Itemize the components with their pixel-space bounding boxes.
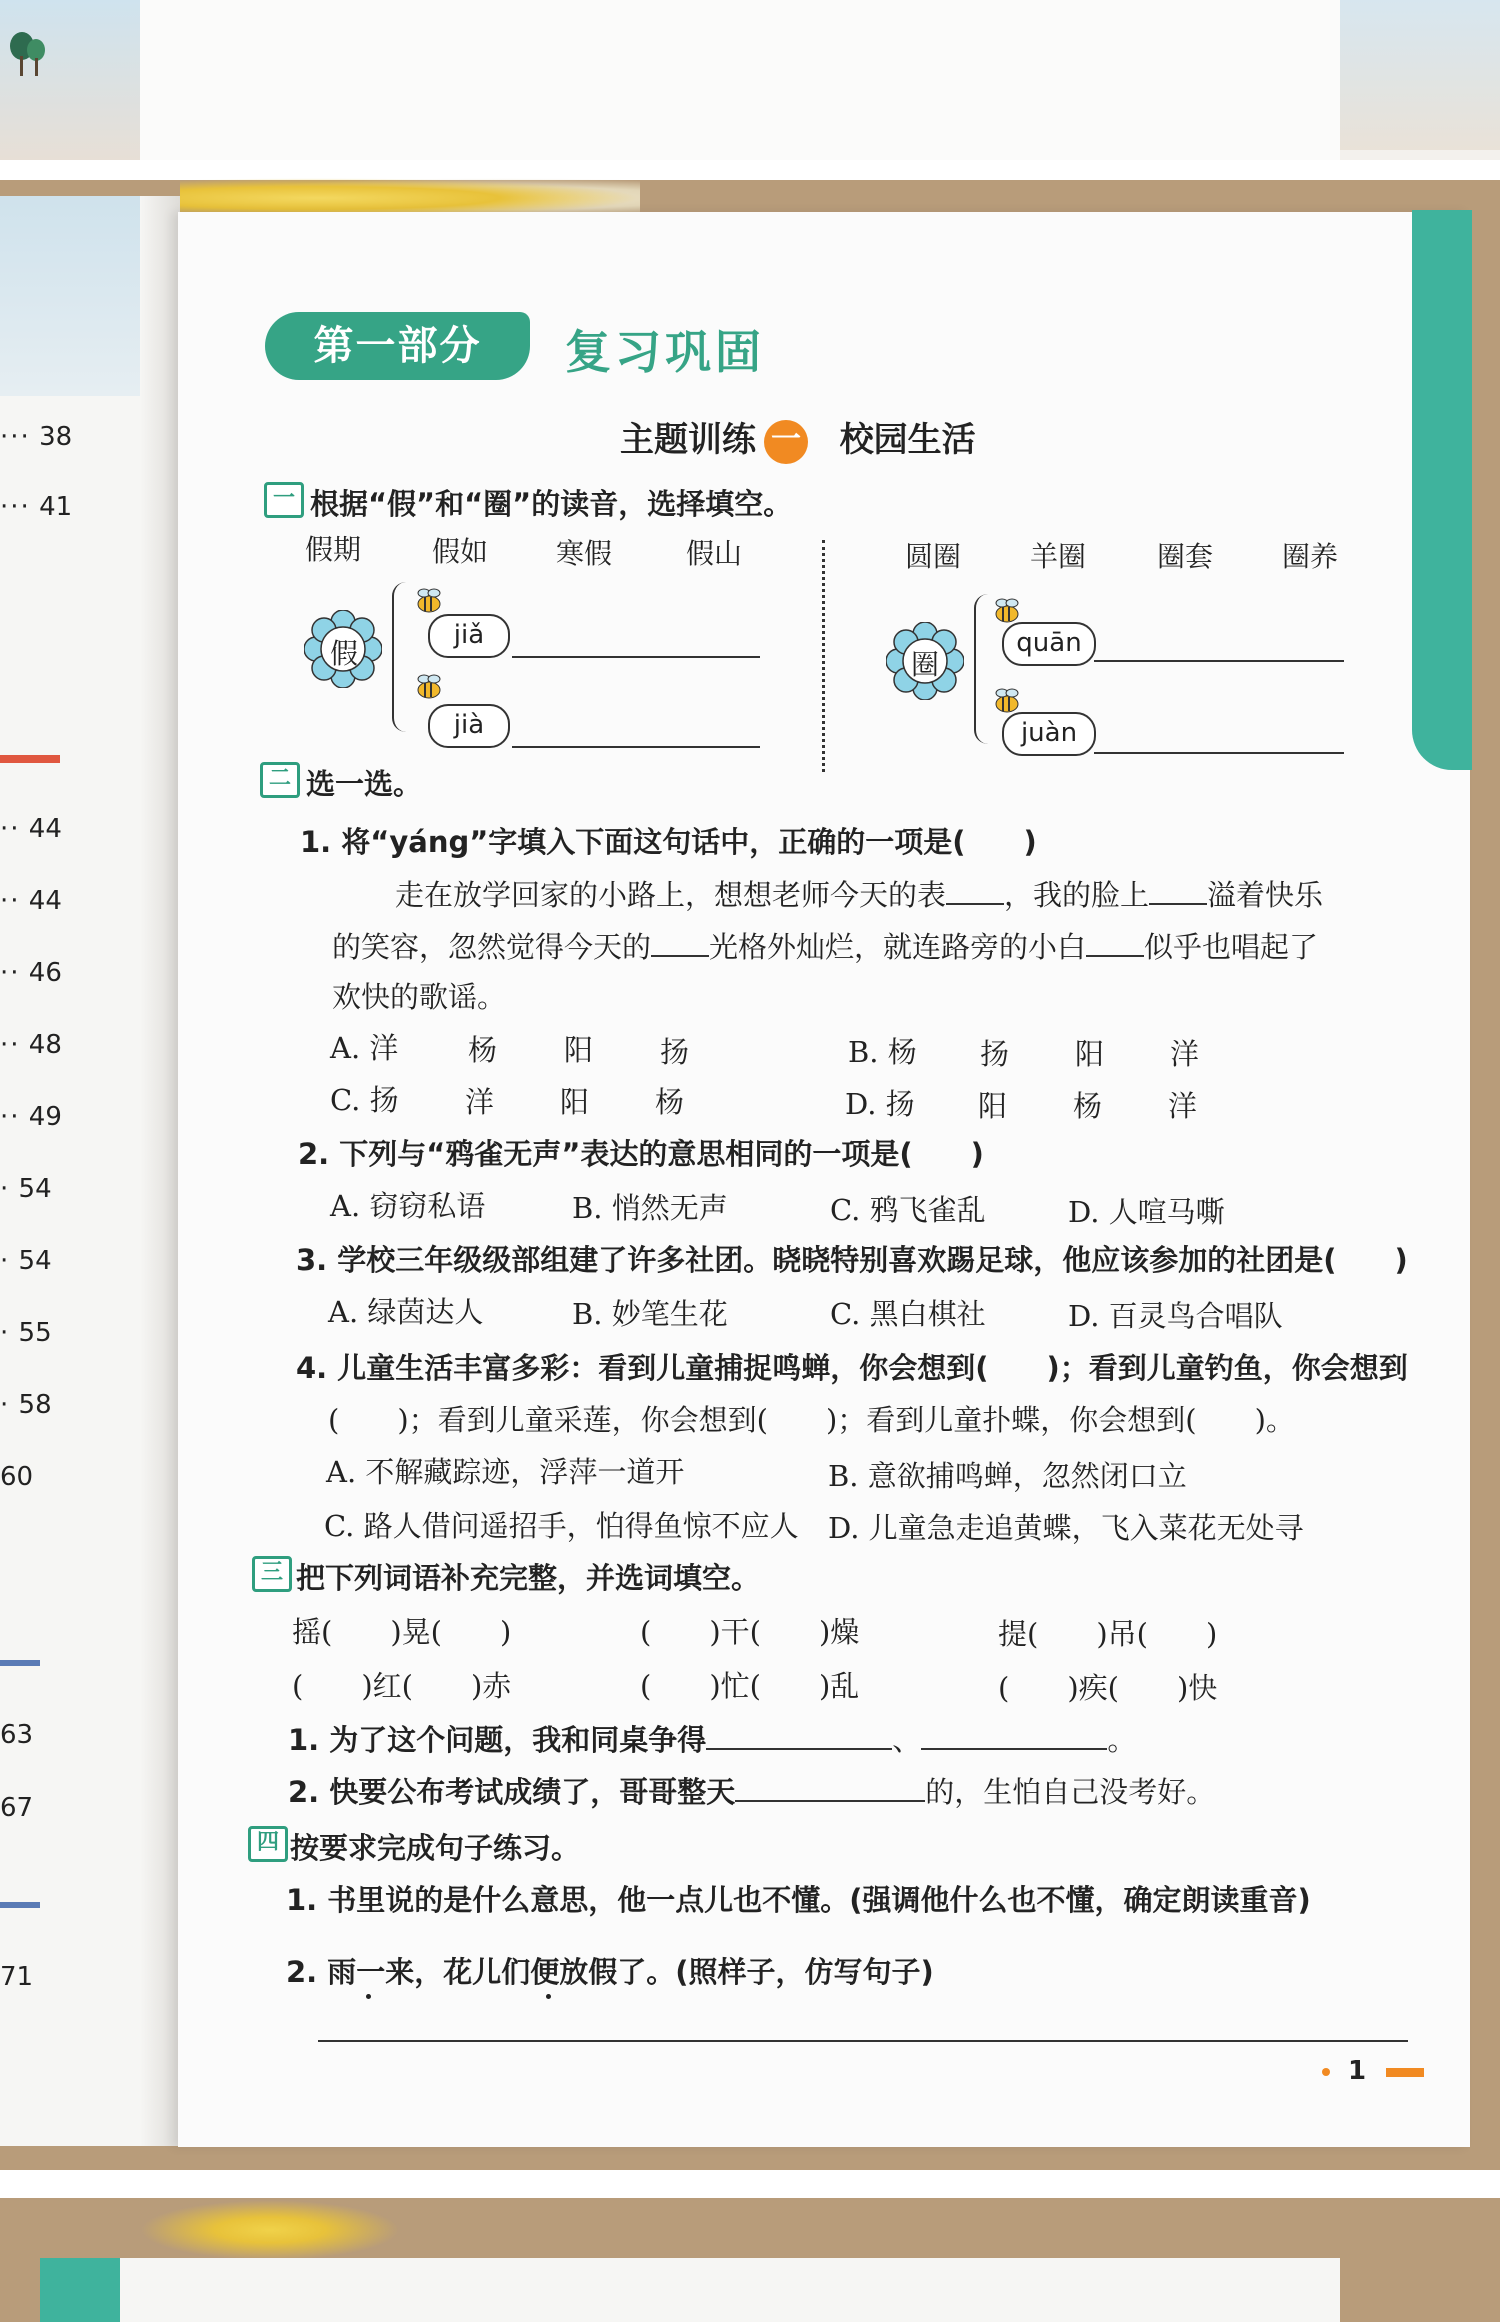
page-number-dot xyxy=(1322,2068,1330,2076)
passage-line xyxy=(395,873,1323,914)
question-text: 3. 学校三年级级部组建了许多社团。晓晓特别喜欢踢足球，他应该参加的社团是( ) xyxy=(296,1243,1408,1277)
passage-text: 走在放学回家的小路上，想想老师今天的表 xyxy=(395,878,947,912)
toc-page-number: ·· 48 xyxy=(0,1030,62,1060)
word: 寒假 xyxy=(556,537,613,570)
separator xyxy=(0,160,1500,180)
section-title: 选一选。 xyxy=(306,767,423,801)
option-B[interactable]: B. 意欲捕鸣蝉，忽然闭口立 xyxy=(828,1459,1187,1493)
option-A[interactable]: A. 窃窃私语 xyxy=(330,1189,486,1223)
emphasis-dot xyxy=(546,1994,551,1999)
option-A-char: 阳 xyxy=(564,1033,594,1067)
option-A[interactable]: A. 洋 xyxy=(330,1031,399,1065)
answer-blank[interactable] xyxy=(1149,902,1207,905)
option-B-char: 扬 xyxy=(980,1037,1010,1071)
bottom-page-tab xyxy=(40,2258,120,2322)
option-A-char: 扬 xyxy=(660,1035,690,1069)
top-right-book-cover xyxy=(1340,0,1500,150)
toc-page-number: 60 xyxy=(0,1462,34,1492)
answer-line[interactable] xyxy=(512,656,760,658)
option-A-char: 杨 xyxy=(468,1033,498,1067)
question-text: 1. 书里说的是什么意思，他一点儿也不懂。(强调他什么也不懂，确定朗读重音) xyxy=(286,1883,1311,1917)
answer-blank[interactable] xyxy=(706,1747,892,1750)
idiom-blank[interactable]: ( )疾( )快 xyxy=(998,1671,1218,1705)
answer-blank[interactable] xyxy=(1086,954,1144,957)
top-book-page xyxy=(140,0,1340,161)
left-page-edge xyxy=(140,196,180,2146)
toc-page-number: ··· 38 xyxy=(0,422,73,452)
bee-icon xyxy=(412,586,446,616)
theme-heading xyxy=(620,412,976,464)
pinyin-label: quān xyxy=(1002,622,1096,666)
toc-page-number: ·· 46 xyxy=(0,958,62,988)
emphasis-dot xyxy=(366,1994,371,1999)
option-B-char: 阳 xyxy=(1075,1037,1105,1071)
punctuation: 。 xyxy=(1107,1723,1137,1757)
toc-divider xyxy=(0,755,60,763)
word: 圈套 xyxy=(1157,540,1214,573)
toc-page-number: ·· 49 xyxy=(0,1102,62,1132)
answer-line[interactable] xyxy=(1094,660,1344,662)
page-number-bar xyxy=(1386,2068,1424,2077)
question-text: 2. 雨一来，花儿们便放假了。(照样子，仿写句子) xyxy=(286,1955,934,1989)
toc-divider xyxy=(0,1660,40,1666)
idiom-blank[interactable]: 提( )吊( ) xyxy=(998,1617,1218,1651)
character: 假 xyxy=(329,637,358,670)
section-badge: 三 xyxy=(252,1556,292,1592)
pinyin-label: juàn xyxy=(1002,712,1096,756)
passage-text: 的笑容，忽然觉得今天的 xyxy=(332,930,652,964)
option-C[interactable]: C. 路人借问遥招手，怕得鱼惊不应人 xyxy=(324,1509,799,1543)
toc-page-number: · 54 xyxy=(0,1246,52,1276)
answer-blank[interactable] xyxy=(735,1799,925,1802)
option-D-char: 洋 xyxy=(1168,1089,1198,1123)
option-C[interactable]: C. 黑白棋社 xyxy=(830,1297,986,1331)
section-badge: 四 xyxy=(248,1826,288,1862)
answer-blank[interactable] xyxy=(651,954,709,957)
pinyin-label: jià xyxy=(428,704,510,748)
toc-page-number: 67 xyxy=(0,1793,34,1823)
toc-page-number: · 55 xyxy=(0,1318,52,1348)
option-D-char: 杨 xyxy=(1073,1089,1103,1123)
tree-icon xyxy=(8,28,48,78)
option-B-char: 洋 xyxy=(1170,1037,1200,1071)
option-A[interactable]: A. 绿茵达人 xyxy=(328,1295,484,1329)
word: 假如 xyxy=(432,535,489,568)
question-text: 1. 将“yáng”字填入下面这句话中，正确的一项是( ) xyxy=(300,825,1037,859)
question-text: 的，生怕自己没考好。 xyxy=(925,1775,1216,1809)
separator xyxy=(0,2170,1500,2198)
toc-page-number: 63 xyxy=(0,1720,34,1750)
word: 假期 xyxy=(305,533,362,566)
question-text: 2. 快要公布考试成绩了，哥哥整天 xyxy=(288,1775,736,1809)
question-text-cont: ( )；看到儿童采莲，你会想到( )；看到儿童扑蝶，你会想到( )。 xyxy=(328,1403,1295,1437)
section-badge: 二 xyxy=(260,762,300,798)
passage-text: ，我的脸上 xyxy=(1004,878,1150,912)
part-title: 复习巩固 xyxy=(565,325,765,379)
idiom-blank[interactable]: 摇( )晃( ) xyxy=(292,1615,512,1649)
section-title: 根据“假”和“圈”的读音，选择填空。 xyxy=(310,487,793,521)
toc-page-number: ·· 44 xyxy=(0,886,62,916)
option-B[interactable]: B. 妙笔生花 xyxy=(572,1297,728,1331)
theme-label: 主题训练 xyxy=(620,420,756,460)
answer-line[interactable] xyxy=(318,2040,1408,2042)
dotted-divider xyxy=(822,540,825,772)
word: 假山 xyxy=(686,537,743,570)
option-D-char: 阳 xyxy=(978,1089,1008,1123)
option-D[interactable]: D. 百灵鸟合唱队 xyxy=(1068,1299,1283,1333)
punctuation: 、 xyxy=(892,1723,922,1757)
option-B[interactable]: B. 杨 xyxy=(848,1035,917,1069)
section-title: 按要求完成句子练习。 xyxy=(290,1831,581,1865)
option-A[interactable]: A. 不解藏踪迹，浮萍一道开 xyxy=(326,1455,685,1489)
passage-text: 溢着快乐 xyxy=(1207,878,1324,912)
bracket xyxy=(392,582,408,732)
toc-divider xyxy=(0,1902,40,1908)
toc-page-number: · 58 xyxy=(0,1390,52,1420)
toc-page-number: ··· 41 xyxy=(0,492,73,522)
question-text: 4. 儿童生活丰富多彩：看到儿童捕捉鸣蝉，你会想到( )；看到儿童钓鱼，你会想到 xyxy=(296,1351,1408,1385)
passage-text: 光格外灿烂，就连路旁的小白 xyxy=(709,930,1087,964)
toc-page-number: 71 xyxy=(0,1962,34,1992)
pinyin-label: jiǎ xyxy=(428,614,510,658)
answer-blank[interactable] xyxy=(921,1747,1107,1750)
bracket xyxy=(974,594,990,744)
passage-line xyxy=(332,925,1318,966)
fill-question xyxy=(288,1770,1215,1811)
toc-page-number: ·· 44 xyxy=(0,814,62,844)
bee-icon xyxy=(412,672,446,702)
answer-line[interactable] xyxy=(512,746,760,748)
answer-blank[interactable] xyxy=(946,902,1004,905)
idiom-blank[interactable]: ( )干( )燥 xyxy=(640,1615,860,1649)
word: 圈养 xyxy=(1282,540,1339,573)
answer-line[interactable] xyxy=(1094,752,1344,754)
question-text: 1. 为了这个问题，我和同桌争得 xyxy=(288,1723,707,1757)
option-C-char: 杨 xyxy=(655,1085,685,1119)
part-badge: 第一部分 xyxy=(265,312,530,380)
option-B[interactable]: B. 悄然无声 xyxy=(572,1191,728,1225)
idiom-blank[interactable]: ( )红( )赤 xyxy=(292,1669,512,1703)
page-side-tab xyxy=(1412,210,1472,770)
section-title: 把下列词语补充完整，并选词填空。 xyxy=(296,1561,761,1595)
option-C[interactable]: C. 鸦飞雀乱 xyxy=(830,1193,986,1227)
character: 圈 xyxy=(910,648,939,681)
bottom-book-page xyxy=(40,2258,1340,2322)
theme-number-badge: 一 xyxy=(764,420,808,464)
option-D[interactable]: D. 儿童急走追黄蝶，飞入菜花无处寻 xyxy=(828,1511,1304,1545)
passage-text: 似乎也唱起了 xyxy=(1144,930,1319,964)
word: 圆圈 xyxy=(905,540,962,573)
option-C-char: 洋 xyxy=(465,1085,495,1119)
fill-question xyxy=(288,1718,1136,1759)
question-text: 2. 下列与“鸦雀无声”表达的意思相同的一项是( ) xyxy=(298,1137,984,1171)
theme-title: 校园生活 xyxy=(839,420,976,460)
page-number: 1 xyxy=(1348,2056,1367,2086)
toc-page-number: · 54 xyxy=(0,1174,52,1204)
word: 羊圈 xyxy=(1030,540,1087,573)
section-badge: 一 xyxy=(264,482,304,518)
option-C[interactable]: C. 扬 xyxy=(330,1083,399,1117)
flowers-decoration xyxy=(140,2200,400,2260)
option-D[interactable]: D. 人喧马嘶 xyxy=(1068,1195,1225,1229)
option-C-char: 阳 xyxy=(560,1085,590,1119)
passage-line: 欢快的歌谣。 xyxy=(332,980,507,1014)
question xyxy=(300,820,1037,861)
option-D[interactable]: D. 扬 xyxy=(845,1087,915,1121)
top-left-book-cover xyxy=(0,0,140,160)
idiom-blank[interactable]: ( )忙( )乱 xyxy=(640,1669,860,1703)
